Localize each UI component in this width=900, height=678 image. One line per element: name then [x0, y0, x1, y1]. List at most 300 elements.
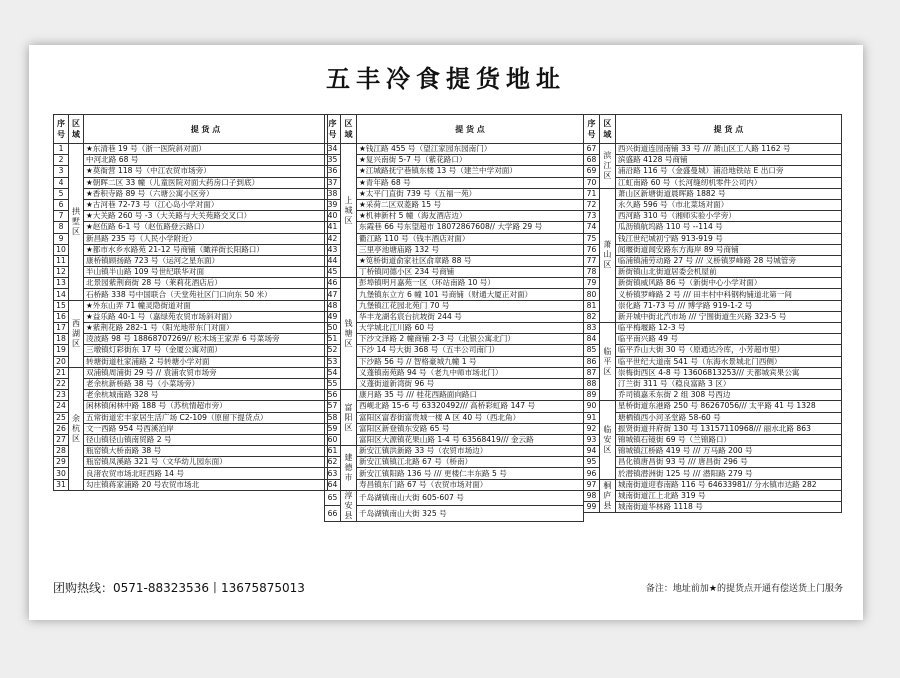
district-cell: 余杭区	[69, 367, 84, 490]
table-row	[325, 345, 584, 356]
row-number: 25	[54, 412, 69, 423]
row-number: 36	[325, 166, 341, 177]
table-row	[584, 267, 842, 278]
table-row	[54, 199, 328, 210]
table-row	[584, 199, 842, 210]
row-number: 81	[584, 300, 600, 311]
address-cell: 昌化镇唐昌街 93 号 /// 唐昌街 296 号	[615, 457, 841, 468]
address-cell: 下沙路 56 号 // 智格豪城九幢 1 号	[357, 356, 584, 367]
row-number: 83	[584, 323, 600, 334]
row-number: 55	[325, 378, 341, 389]
row-number: 78	[584, 267, 600, 278]
address-cell: 永久路 596 号（市北菜场对面）	[615, 199, 841, 210]
address-cell: ★朝晖二区 33 幢（儿童医院对面大药房口子到底）	[84, 177, 328, 188]
row-number: 39	[325, 199, 341, 210]
address-cell: 瓶窑镇凤溪路 321 号（文华幼儿园东面）	[84, 457, 328, 468]
address-cell: 瓜沥镇航坞路 110 号 --114 号	[615, 222, 841, 233]
table-row	[54, 323, 328, 334]
row-number: 26	[54, 423, 69, 434]
address-cell: 中河北路 68 号	[84, 155, 328, 166]
row-number: 65	[325, 490, 341, 506]
table-row	[325, 468, 584, 479]
row-number: 37	[325, 177, 341, 188]
table-row	[584, 323, 842, 334]
address-cell: 九堡镇东立方 6 幢 101 号商铺（财通大厦正对面）	[357, 289, 584, 300]
row-number: 29	[54, 457, 69, 468]
address-cell: 下沙 14 号大街 368 号（五丰公司南门）	[357, 345, 584, 356]
address-cell: 丁桥镇同德小区 234 号商铺	[357, 267, 584, 278]
address-cell: ★机神新村 5 幢（海友酒店边）	[357, 211, 584, 222]
address-cell: 转塘街道杜家浦路 2 号转塘小学对面	[84, 356, 328, 367]
row-number: 23	[54, 390, 69, 401]
address-cell: 凌波路 98 号 18868707269// 松木场王家弄 6 号菜场旁	[84, 334, 328, 345]
table-row	[584, 423, 842, 434]
table-row	[325, 446, 584, 457]
table-row	[325, 188, 584, 199]
row-number: 5	[54, 188, 69, 199]
address-cell: ★青年路 68 号	[357, 177, 584, 188]
address-cell: 汀兰街 311 号（稳良富路 3 区）	[615, 378, 841, 389]
address-cell: 新街镇山北街道居委会机屋前	[615, 267, 841, 278]
address-cell: 半山镇半山路 109 号世纪联华对面	[84, 267, 328, 278]
address-cell: ★香积寺路 89 号（六塘公寓小区旁）	[84, 188, 328, 199]
table-row	[325, 144, 584, 155]
district-cell: 上城区	[341, 144, 357, 278]
address-cell: 临平世纪大道南 541 号（东海水景城北门西侧）	[615, 356, 841, 367]
row-number: 95	[584, 457, 600, 468]
table-row	[584, 211, 842, 222]
row-number: 34	[325, 144, 341, 155]
row-number: 7	[54, 211, 69, 222]
address-cell: 衢江路 110 号（钱丰酒店对面）	[357, 233, 584, 244]
row-number: 41	[325, 222, 341, 233]
row-number: 60	[325, 434, 341, 445]
address-cell: ★笕桥街道俞家社区俞章路 88 号	[357, 255, 584, 266]
row-number: 51	[325, 334, 341, 345]
row-number: 69	[584, 166, 600, 177]
table-row	[54, 378, 328, 389]
row-number: 8	[54, 222, 69, 233]
address-cell: 滨盛路 4128 号商铺	[615, 155, 841, 166]
table-row	[325, 222, 584, 233]
header-dist: 区域	[599, 115, 615, 144]
row-number: 85	[584, 345, 600, 356]
row-number: 54	[325, 367, 341, 378]
table-row	[584, 177, 842, 188]
address-cell: 浦沿路 116 号（金盛曼城）浦沿地铁站 E 出口旁	[615, 166, 841, 177]
row-number: 74	[584, 222, 600, 233]
address-cell: 西兴街道连园南铺 33 号 /// 萧山区工人路 1162 号	[615, 144, 841, 155]
district-cell: 滨江区	[599, 144, 615, 189]
table-row	[54, 267, 328, 278]
table-row	[584, 233, 842, 244]
address-cell: 闲林镇闲林中路 188 号（苏杭情超市旁）	[84, 401, 328, 412]
table-row	[54, 334, 328, 345]
address-cell: 新安江镇洪新路 33 号（农贸市场边）	[357, 446, 584, 457]
table-row	[325, 278, 584, 289]
table-row	[54, 244, 328, 255]
table-row	[325, 490, 584, 506]
row-number: 58	[325, 412, 341, 423]
table-row	[325, 311, 584, 322]
row-number: 27	[54, 434, 69, 445]
table-row	[584, 255, 842, 266]
table-row	[584, 457, 842, 468]
address-cell: 星桥街道东港路 250 号 86267056/// 太平路 41 号 1328	[615, 401, 841, 412]
address-cell: 良渚农贸市场北旺西路 14 号	[84, 468, 328, 479]
row-number: 24	[54, 401, 69, 412]
table-row	[54, 457, 328, 468]
address-cell: 振贤街道井府街 130 号 13157110968/// 丽水北路 863	[615, 423, 841, 434]
address-cell: 西河路 310 号（湘师实验小学旁）	[615, 211, 841, 222]
table-row	[54, 144, 328, 155]
address-cell: 於潜镇潜洲街 125 号 /// 潜阳路 279 号	[615, 468, 841, 479]
table-row	[54, 434, 328, 445]
table-header-row	[584, 115, 842, 144]
row-number: 66	[325, 506, 341, 522]
table-row	[584, 412, 842, 423]
address-cell: 三里亭池塘庙路 132 号	[357, 244, 584, 255]
address-cell: 华丰龙湖名宸台抗坡街 244 号	[357, 311, 584, 322]
address-cell: ★复兴南街 5-7 号（紫花路口）	[357, 155, 584, 166]
district-cell: 临安区	[599, 401, 615, 479]
address-cell: 钱江世纪城初宁路 913-919 号	[615, 233, 841, 244]
table-row	[54, 356, 328, 367]
address-cell: 新安江镇阳路 136 号 /// 更楼仁丰东路 5 号	[357, 468, 584, 479]
table-row	[54, 468, 328, 479]
table-row	[584, 278, 842, 289]
table-row	[54, 412, 328, 423]
address-cell: 文一西路 954 号西溪泊岸	[84, 423, 328, 434]
table-row	[584, 446, 842, 457]
address-cell: 寿昌镇东门路 67 号（农贸市场对面）	[357, 479, 584, 490]
address-cell: 崇梅街西区 4-8 号 13606813253/// 天都城宾果公寓	[615, 367, 841, 378]
row-number: 79	[584, 278, 600, 289]
table-row	[54, 177, 328, 188]
address-cell: 临浦镇浦劳动路 27 号 /// 义桥镇罗峰路 28 号城管旁	[615, 255, 841, 266]
address-cell: 勾庄镇蒋家浦路 20 号农贸市场北	[84, 479, 328, 490]
table-row	[584, 345, 842, 356]
row-number: 94	[584, 446, 600, 457]
table-row	[325, 356, 584, 367]
address-cell: 萧山区新塘街道晨晖路 1882 号	[615, 188, 841, 199]
table-row	[584, 401, 842, 412]
table-row	[54, 311, 328, 322]
row-number: 38	[325, 188, 341, 199]
address-cell: 锦城镇石镜街 69 号（兰锦路口）	[615, 434, 841, 445]
table-row	[325, 479, 584, 490]
address-cell: 千岛湖镇南山大街 605-607 号	[357, 490, 584, 506]
table-header-row	[54, 115, 328, 144]
table-row	[54, 401, 328, 412]
address-cell: 径山镇径山镇南贸路 2 号	[84, 434, 328, 445]
table-row	[325, 434, 584, 445]
row-number: 99	[584, 502, 600, 513]
address-cell: 康桥镇顾扬路 723 号（运河之星东面）	[84, 255, 328, 266]
row-number: 20	[54, 356, 69, 367]
row-number: 91	[584, 412, 600, 423]
table-row	[325, 267, 584, 278]
table-row	[54, 446, 328, 457]
row-number: 82	[584, 311, 600, 322]
address-cell: 富阳区大源镇花果山路 1-4 号 63568419/// 金云路	[357, 434, 584, 445]
row-number: 88	[584, 378, 600, 389]
address-cell: 临平梅堰路 12-3 号	[615, 323, 841, 334]
table-row	[584, 334, 842, 345]
address-cell: 双浦镇周浦街 29 号 // 袁浦农贸市场旁	[84, 367, 328, 378]
header-dist: 区域	[341, 115, 357, 144]
row-number: 16	[54, 311, 69, 322]
table-row	[54, 233, 328, 244]
address-table-3	[583, 114, 842, 513]
footer-note: 备注：地址前加★的提货点开通有偿送货上门服务	[645, 584, 843, 594]
table-row	[325, 155, 584, 166]
header-addr: 提 货 点	[357, 115, 584, 144]
table-row	[325, 233, 584, 244]
row-number: 45	[325, 267, 341, 278]
table-row	[54, 188, 328, 199]
table-row	[325, 199, 584, 210]
address-cell: 城南街道华林路 1118 号	[615, 502, 841, 513]
row-number: 52	[325, 345, 341, 356]
address-cell: 义蓬镇南苑路 94 号（老九中师市场北门）	[357, 367, 584, 378]
district-cell: 富阳区	[341, 390, 357, 446]
header-no: 序号	[54, 115, 69, 144]
header-addr: 提 货 点	[84, 115, 328, 144]
row-number: 44	[325, 255, 341, 266]
address-cell: 石桥路 338 号中国联合（天堂苑社区门口向东 50 米）	[84, 289, 328, 300]
table-row	[325, 506, 584, 522]
table-row	[54, 367, 328, 378]
row-number: 1	[54, 144, 69, 155]
row-number: 30	[54, 468, 69, 479]
address-cell: 新昌路 235 号（人民小学附近）	[84, 233, 328, 244]
row-number: 49	[325, 311, 341, 322]
row-number: 90	[584, 401, 600, 412]
row-number: 70	[584, 177, 600, 188]
row-number: 71	[584, 188, 600, 199]
header-dist: 区域	[69, 115, 84, 144]
table-row	[325, 177, 584, 188]
district-cell: 临平区	[599, 323, 615, 401]
row-number: 76	[584, 244, 600, 255]
row-number: 96	[584, 468, 600, 479]
table-row	[325, 244, 584, 255]
row-number: 89	[584, 390, 600, 401]
address-cell: ★采荷二区双菱路 15 号	[357, 199, 584, 210]
table-row	[54, 345, 328, 356]
row-number: 47	[325, 289, 341, 300]
table-row	[584, 300, 842, 311]
table-row	[325, 401, 584, 412]
district-cell: 钱塘区	[341, 278, 357, 390]
table-row	[584, 311, 842, 322]
row-number: 43	[325, 244, 341, 255]
address-cell: 三墩镇灯彩街东 17 号（金厦公寓对面）	[84, 345, 328, 356]
row-number: 22	[54, 378, 69, 389]
row-number: 10	[54, 244, 69, 255]
row-number: 18	[54, 334, 69, 345]
address-cell: ★东清巷 19 号（浙一医院斜对面）	[84, 144, 328, 155]
table-row	[54, 211, 328, 222]
district-cell: 西湖区	[69, 300, 84, 367]
row-number: 63	[325, 468, 341, 479]
row-number: 13	[54, 278, 69, 289]
row-number: 35	[325, 155, 341, 166]
table-row	[325, 166, 584, 177]
table-row	[325, 412, 584, 423]
address-table-2	[324, 114, 584, 522]
address-cell: 富阳区新登镇东安路 65 号	[357, 423, 584, 434]
table-row	[325, 390, 584, 401]
address-cell: 千岛湖镇南山大街 325 号	[357, 506, 584, 522]
table-row	[54, 166, 328, 177]
district-cell: 建德市	[341, 446, 357, 491]
address-cell: 义蓬街道新湾街 96 号	[357, 378, 584, 389]
address-cell: 老余杭新桥路 38 号（小菜场旁）	[84, 378, 328, 389]
table-row	[584, 356, 842, 367]
table-row	[325, 323, 584, 334]
table-row	[584, 144, 842, 155]
table-row	[54, 390, 328, 401]
row-number: 48	[325, 300, 341, 311]
table-row	[325, 334, 584, 345]
row-number: 21	[54, 367, 69, 378]
row-number: 75	[584, 233, 600, 244]
district-cell: 拱墅区	[69, 144, 84, 301]
table-header-row	[325, 115, 584, 144]
row-number: 28	[54, 446, 69, 457]
address-cell: 新安江镇镇江北路 67 号（桥南）	[357, 457, 584, 468]
row-number: 93	[584, 434, 600, 445]
table-row	[584, 390, 842, 401]
row-number: 84	[584, 334, 600, 345]
address-cell: 锦城镇江桥路 419 号 /// 万马路 200 号	[615, 446, 841, 457]
row-number: 92	[584, 423, 600, 434]
address-cell: 乔司镇嘉禾东街 2 组 308 号西边	[615, 390, 841, 401]
row-number: 67	[584, 144, 600, 155]
table-row	[54, 423, 328, 434]
address-cell: 江虹南路 60 号（长河缝纫机零件公司内）	[615, 177, 841, 188]
row-number: 80	[584, 289, 600, 300]
address-cell: 新开城中街北汽市场 /// 宁围街道生兴路 323-5 号	[615, 311, 841, 322]
row-number: 9	[54, 233, 69, 244]
address-cell: 临平乔山大街 30 号（原通达冷库，小芳超市里）	[615, 345, 841, 356]
address-cell: 康月路 35 号 /// 桂花西路面向路口	[357, 390, 584, 401]
row-number: 12	[54, 267, 69, 278]
address-cell: 城南街道江上北路 319 号	[615, 490, 841, 501]
address-cell: ★紫荆花路 282-1 号（阳光地带东门对面）	[84, 323, 328, 334]
row-number: 98	[584, 490, 600, 501]
address-cell: ★钱江路 455 号（望江家园东园南门）	[357, 144, 584, 155]
address-cell: 东霞巷 66 号东望超市 18072867608// 大学路 29 号	[357, 222, 584, 233]
address-cell: ★太平门直街 739 号（五福一苑）	[357, 188, 584, 199]
address-cell: 大学城北江川路 60 号	[357, 323, 584, 334]
row-number: 50	[325, 323, 341, 334]
table-row	[325, 289, 584, 300]
row-number: 72	[584, 199, 600, 210]
table-row	[584, 502, 842, 513]
table-row	[584, 378, 842, 389]
row-number: 53	[325, 356, 341, 367]
row-number: 2	[54, 155, 69, 166]
address-cell: 临平南兴路 49 号	[615, 334, 841, 345]
address-cell: 义桥镇罗峰路 2 号 /// 田丰村中科钢构铺道北第一间	[615, 289, 841, 300]
district-cell: 萧山区	[599, 188, 615, 322]
table-row	[325, 378, 584, 389]
row-number: 42	[325, 233, 341, 244]
row-number: 15	[54, 300, 69, 311]
address-table-1	[53, 114, 328, 491]
row-number: 17	[54, 323, 69, 334]
table-row	[584, 479, 842, 490]
row-number: 86	[584, 356, 600, 367]
row-number: 40	[325, 211, 341, 222]
address-cell: 城南街道迎春南路 116 号 64633981// 分水镇市达路 282	[615, 479, 841, 490]
header-no: 序号	[584, 115, 600, 144]
address-cell: ★江城路抚宁巷镇东楼 13 号（建兰中学对面）	[357, 166, 584, 177]
address-cell: 富阳区富春街富贵城一楼 A 区 40 号（西北角）	[357, 412, 584, 423]
address-cell: 塘栖镇西小河圣堂路 58-60 号	[615, 412, 841, 423]
row-number: 14	[54, 289, 69, 300]
table-row	[584, 468, 842, 479]
document-sheet	[29, 45, 863, 620]
row-number: 57	[325, 401, 341, 412]
table-row	[325, 255, 584, 266]
address-cell: 九堡镇江花园北苑门 70 号	[357, 300, 584, 311]
table-row	[584, 289, 842, 300]
row-number: 31	[54, 479, 69, 490]
table-row	[325, 423, 584, 434]
row-number: 6	[54, 199, 69, 210]
row-number: 46	[325, 278, 341, 289]
table-row	[54, 479, 328, 490]
address-cell: ★都市水乡水路苑 21-12 号商铺（瞰祥街长阳路口）	[84, 244, 328, 255]
table-row	[584, 155, 842, 166]
table-row	[325, 457, 584, 468]
row-number: 56	[325, 390, 341, 401]
table-row	[584, 166, 842, 177]
table-row	[325, 300, 584, 311]
address-cell: 崇化路 71-73 号 /// 博学路 919-1-2 号	[615, 300, 841, 311]
address-cell: 北景园紫荆商街 28 号（莱莉花酒店后）	[84, 278, 328, 289]
row-number: 62	[325, 457, 341, 468]
row-number: 64	[325, 479, 341, 490]
header-addr: 提 货 点	[615, 115, 841, 144]
district-cell: 桐庐县	[599, 479, 615, 513]
row-number: 11	[54, 255, 69, 266]
page-title: 五丰冷食提货地址	[326, 65, 566, 93]
address-cell: 彭埠镇明月嘉苑一区（环站南路 10 号）	[357, 278, 584, 289]
table-row	[54, 289, 328, 300]
hotline-text: 团购热线：0571-88323536丨13675875013	[53, 581, 305, 595]
table-row	[325, 367, 584, 378]
table-row	[584, 222, 842, 233]
address-cell: 新街镇威风路 86 号（新街中心小学对面）	[615, 278, 841, 289]
address-cell: ★赵伍路 6-1 号（赵伍路登云路口）	[84, 222, 328, 233]
row-number: 4	[54, 177, 69, 188]
address-cell: 老余杭城南路 328 号	[84, 390, 328, 401]
table-row	[325, 211, 584, 222]
row-number: 87	[584, 367, 600, 378]
table-row	[584, 188, 842, 199]
district-cell: 淳安县	[341, 490, 357, 521]
address-tables	[53, 114, 842, 611]
table-row	[584, 490, 842, 501]
table-row	[54, 300, 328, 311]
address-cell: 下沙文泽路 2 幢商铺 2-3 号（北银公寓北门）	[357, 334, 584, 345]
table-row	[584, 367, 842, 378]
